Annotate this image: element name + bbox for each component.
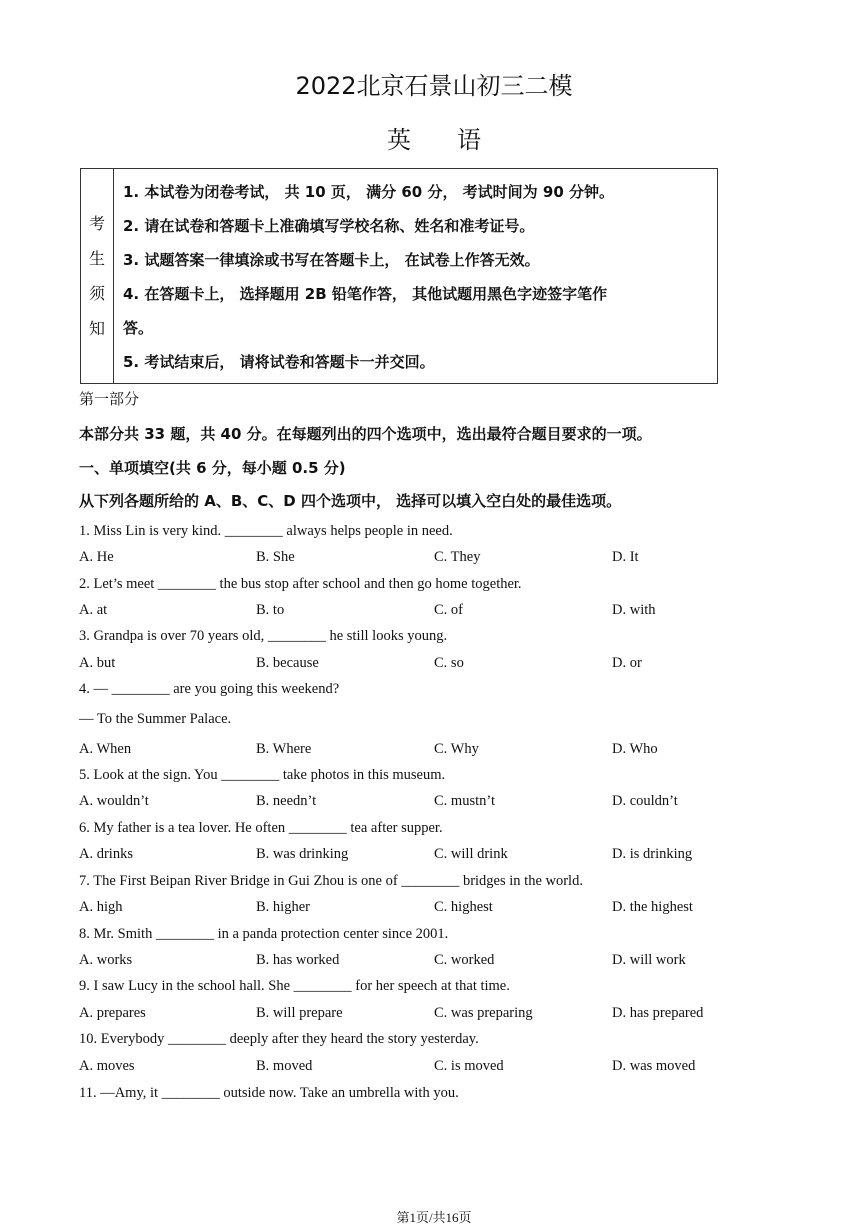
question-stem: 1. Miss Lin is very kind. ________ always helps people in need.: [79, 523, 453, 539]
option-a: A. prepares: [79, 1005, 146, 1021]
question-options: [79, 1058, 779, 1078]
option-c: C. They: [434, 549, 481, 565]
question-options: [79, 899, 779, 919]
option-c: C. will drink: [434, 846, 508, 862]
option-d: D. Who: [612, 741, 658, 757]
option-c: C. so: [434, 655, 464, 671]
notice-list: [123, 175, 703, 379]
option-d: D. couldn’t: [612, 793, 678, 809]
exam-notice-box: [80, 168, 718, 384]
option-b: B. has worked: [256, 952, 340, 968]
option-c: C. was preparing: [434, 1005, 533, 1021]
question-options: [79, 602, 779, 622]
option-b: B. because: [256, 655, 319, 671]
option-a: A. at: [79, 602, 108, 618]
part-heading: 第一部分: [79, 390, 140, 408]
question-options: [79, 952, 779, 972]
option-a: A. wouldn’t: [79, 793, 149, 809]
option-b: B. She: [256, 549, 295, 565]
option-b: B. was drinking: [256, 846, 349, 862]
option-a: A. but: [79, 655, 116, 671]
option-b: B. will prepare: [256, 1005, 343, 1021]
option-d: D. will work: [612, 952, 686, 968]
option-b: B. to: [256, 602, 285, 618]
question-stem: 9. I saw Lucy in the school hall. She ________ for her speech at that time.: [79, 978, 510, 994]
notice-side-label: [81, 169, 114, 383]
question-stem: 3. Grandpa is over 70 years old, ________ he still looks young.: [79, 628, 448, 644]
exam-title: 2022北京石景山初三二模: [295, 72, 573, 100]
option-d: D. It: [612, 549, 639, 565]
question-options: [79, 793, 779, 813]
option-c: C. mustn’t: [434, 793, 495, 809]
notice-item: 4. 在答题卡上， 选择题用 2B 铅笔作答， 其他试题用黑色字迹签字笔作: [123, 285, 608, 303]
notice-side-char: 考: [88, 214, 105, 233]
option-c: C. highest: [434, 899, 493, 915]
option-d: D. or: [612, 655, 642, 671]
question-options: [79, 549, 779, 569]
question-stem: 8. Mr. Smith ________ in a panda protection center since 2001.: [79, 926, 449, 942]
notice-item: 1. 本试卷为闭卷考试， 共 10 页， 满分 60 分， 考试时间为 90 分钟。: [123, 183, 614, 201]
option-b: B. Where: [256, 741, 312, 757]
notice-side-char: 须: [88, 284, 105, 303]
notice-item: 答。: [123, 319, 154, 337]
option-b: B. needn’t: [256, 793, 317, 809]
notice-item: 5. 考试结束后， 请将试卷和答题卡一并交回。: [123, 353, 435, 371]
page-number: 第1页/共16页: [396, 1210, 472, 1225]
option-a: A. drinks: [79, 846, 133, 862]
part-intro: 本部分共 33 题，共 40 分。在每题列出的四个选项中，选出最符合题目要求的一项。: [79, 425, 652, 443]
question-stem: 11. —Amy, it ________ outside now. Take an umbrella with you.: [79, 1085, 459, 1101]
option-a: A. He: [79, 549, 114, 565]
option-d: D. has prepared: [612, 1005, 704, 1021]
option-a: A. moves: [79, 1058, 135, 1074]
option-c: C. worked: [434, 952, 495, 968]
section-instruction: 从下列各题所给的 A、B、C、D 四个选项中， 选择可以填入空白处的最佳选项。: [79, 492, 622, 510]
option-d: D. is drinking: [612, 846, 693, 862]
option-a: A. high: [79, 899, 123, 915]
notice-side-char: 知: [88, 319, 105, 338]
notice-item: 2. 请在试卷和答题卡上准确填写学校名称、姓名和准考证号。: [123, 217, 535, 235]
option-b: B. higher: [256, 899, 310, 915]
option-a: A. When: [79, 741, 132, 757]
question-options: [79, 1005, 779, 1025]
option-b: B. moved: [256, 1058, 313, 1074]
option-c: C. is moved: [434, 1058, 504, 1074]
notice-item: 3. 试题答案一律填涂或书写在答题卡上， 在试卷上作答无效。: [123, 251, 540, 269]
question-stem: 6. My father is a tea lover. He often ________ tea after supper.: [79, 820, 443, 836]
question-stem: 4. — ________ are you going this weekend?: [79, 681, 340, 697]
question-stem: 10. Everybody ________ deeply after they heard the story yesterday.: [79, 1031, 479, 1047]
subject-title: 英语: [387, 126, 527, 154]
option-d: D. with: [612, 602, 656, 618]
section-title: 一、单项填空(共 6 分，每小题 0.5 分): [79, 459, 346, 477]
option-a: A. works: [79, 952, 133, 968]
option-d: D. was moved: [612, 1058, 696, 1074]
question-stem: 7. The First Beipan River Bridge in Gui Zhou is one of ________ bridges in the world.: [79, 873, 583, 889]
question-options: [79, 655, 779, 675]
question-options: [79, 741, 779, 761]
option-d: D. the highest: [612, 899, 693, 915]
question-stem: 5. Look at the sign. You ________ take photos in this museum.: [79, 767, 446, 783]
notice-side-char: 生: [88, 249, 105, 268]
option-c: C. of: [434, 602, 463, 618]
question-stem-reply: — To the Summer Palace.: [79, 711, 232, 727]
option-c: C. Why: [434, 741, 479, 757]
question-options: [79, 846, 779, 866]
question-stem: 2. Let’s meet ________ the bus stop after school and then go home together.: [79, 576, 522, 592]
